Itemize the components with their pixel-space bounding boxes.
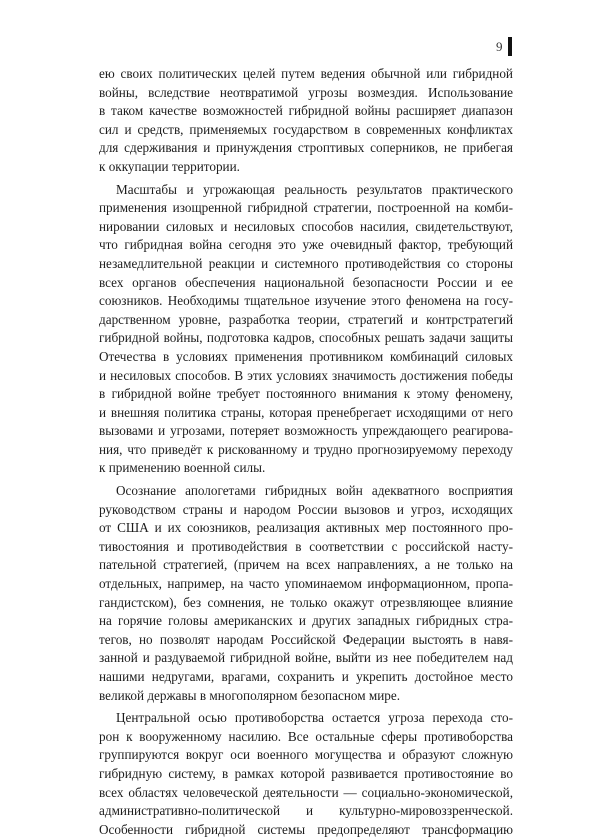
text-line: тивостояния и противодействия в соответствии с российской насту- [99,538,513,554]
paragraph [99,181,513,479]
text-line: Отечества в условиях применения противником комбинаций силовых [99,348,513,364]
text-line: к оккупации территории. [99,158,240,174]
text-line: нировании силовых и несиловых способов насилия, свидетельствуют, [99,218,513,234]
text-line: в гибридной войне требует постоянного внимания к этому феномену, [99,386,513,402]
text-line: гандистском), без сомнения, не только окажут отрезвляющее влияние [99,594,513,610]
text-line: и несиловых способов. В этих условиях значимость достижения победы [99,367,513,383]
text-line: для сдерживания и принуждения строптивых соперников, не прибегая [99,140,513,156]
text-line: союзников. Необходимы тщательное изучение этого феномена на госу- [99,293,513,309]
text-line: Осознание апологетами гибридных войн адекватного восприятия [116,483,513,499]
text-line: дарственном уровне, разработка теории, стратегий и контрстратегий [99,311,513,327]
text-line: пательной стратегией, (причем на всех направлениях, а не только на [99,557,513,573]
text-line: всех областях человеческой деятельности — социально-экономической, [99,784,513,800]
text-line: применения изощренной гибридной стратегии, построенной на комби- [99,200,513,216]
paragraph [99,709,513,839]
text-line: рон к вооруженному насилию. Все остальные сферы противоборства [99,728,513,744]
text-line: на горячие головы американских и других западных гибридных стра- [99,613,513,629]
body-text [99,65,513,839]
text-line: руководством страны и народом России вызовов и угроз, исходящих [99,501,513,517]
text-line: и внешняя политика страны, которая пренебрегает исходящими от него [99,404,513,420]
text-line: Особенности гибридной системы предопределяют трансформацию [99,821,513,837]
text-line: тегов, но позволят народам Российской Федерации выстоять в навя- [99,631,513,647]
page-number: 9 [496,39,503,54]
page-number-marker [508,37,512,56]
text-line: Центральной осью противоборства остается угроза перехода сто- [116,710,513,726]
paragraph [99,482,513,705]
text-line: что гибридная война сегодня это уже очевидный фактор, требующий [99,237,513,253]
text-line: великой державы в многополярном безопасном мире. [99,687,401,703]
text-line: административно-политической и культурно-мировоззренческой. [99,803,513,819]
text-line: ния, что приведёт к рискованному и трудно прогнозируемому переходу [99,441,513,457]
text-line: нашими недругами, врагами, сохранить и укрепить достойное место [99,669,513,684]
text-line: всех органов обеспечения национальной безопасности России и ее [99,274,513,290]
text-line: гибридную систему, в рамках которой развивается противостояние во [99,765,513,781]
text-line: от США и их союзников, реализация активных мер постоянного про- [99,520,513,536]
text-line: группируются вокруг оси военного могущества и образуют сложную [99,747,513,763]
text-line: занной и раздуваемой гибридной войне, выйти из нее победителем над [99,650,513,666]
text-line: к применению военной силы. [99,460,266,476]
text-line: Масштабы и угрожающая реальность результатов практического [116,181,513,197]
text-line: ею своих политических целей путем ведения обычной или гибридной [99,66,513,81]
text-line: войны, вследствие неотвратимой угрозы возмездия. Использование [99,84,513,100]
paragraph [99,65,513,177]
text-line: незамедлительной реакции и системного противодействия со стороны [99,255,513,271]
text-line: в таком качестве возможностей гибридной войны расширяет диапазон [99,103,513,119]
text-line: гибридной войны, подготовка кадров, способных решать задачи защиты [99,330,513,346]
text-line: отдельных, например, на часто упоминаемом информационном, пропа- [99,576,513,592]
text-line: вызовами и угрозами, потеряет возможность упреждающего реагирова- [99,423,513,439]
text-line: сил и средств, применяемых государством в современных конфликтах [99,121,513,137]
